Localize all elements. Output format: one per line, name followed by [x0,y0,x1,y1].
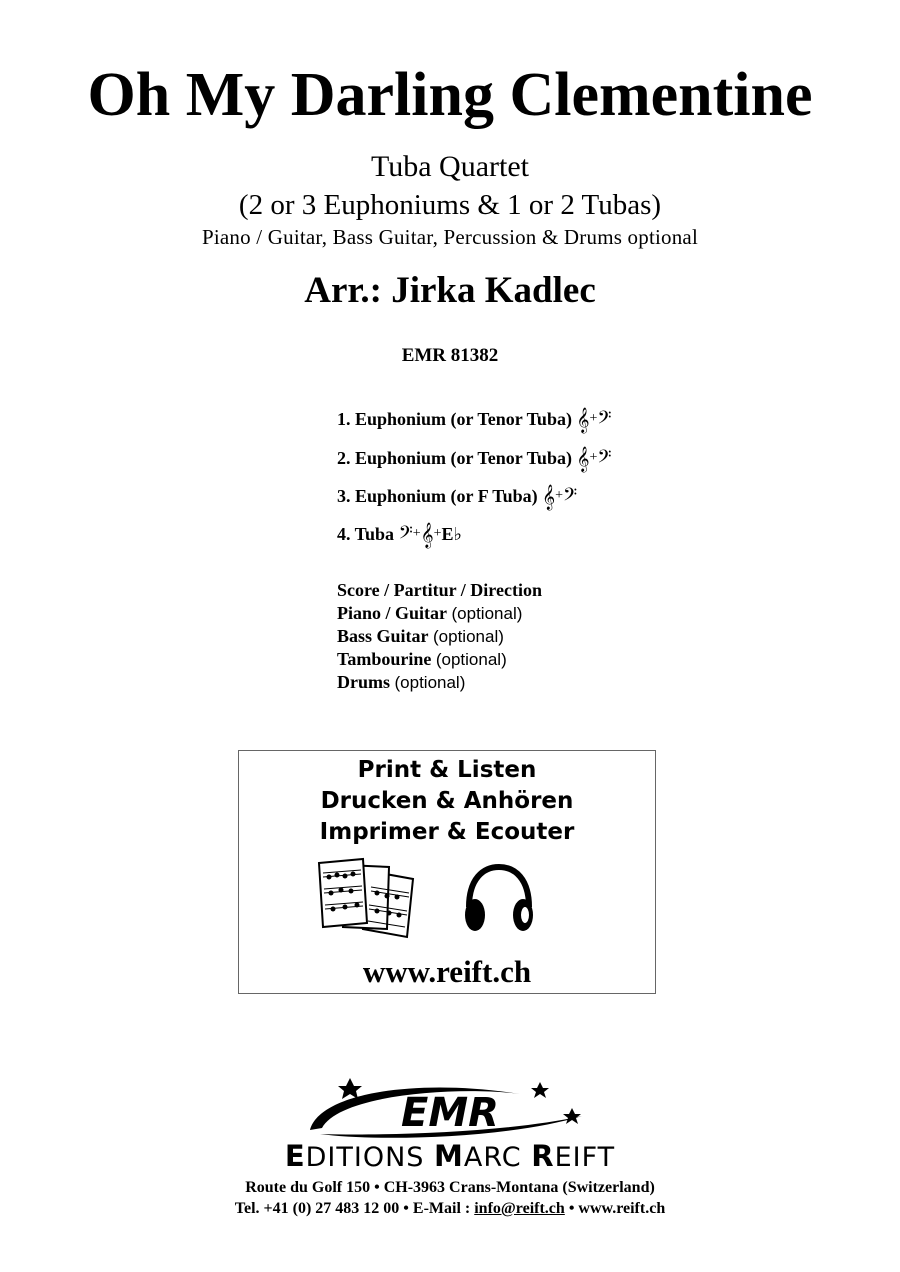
print-listen-de: Drucken & Anhören [320,788,574,814]
sheet-music-icon [315,857,425,943]
print-listen-en: Print & Listen [357,757,537,783]
part-label: 3. Euphonium (or F Tuba) [337,486,538,506]
plus-sign: + [433,526,442,541]
publisher-name-part: EIFT [554,1142,616,1173]
web-address[interactable]: • www.reift.ch [568,1200,666,1217]
part-4 [337,522,462,548]
publisher-name-part: R [531,1139,555,1173]
plus-sign: + [589,411,598,426]
print-listen-fr: Imprimer & Ecouter [319,819,575,845]
bass-clef-icon: 𝄢 [597,447,612,472]
plus-sign: + [412,526,421,541]
optional-note: (optional) [435,650,507,669]
part-label: 4. Tuba [337,524,395,544]
item-label: Drums [337,672,390,692]
headphones-icon [461,863,537,939]
emr-logo-icon [300,1072,600,1142]
score-item: Score / Partitur / Direction [337,580,542,600]
part-label: 1. Euphonium (or Tenor Tuba) [337,409,572,429]
part-1 [337,407,612,433]
publisher-contact [0,1199,900,1219]
treble-clef-icon: 𝄞 [576,447,590,472]
optional-note: (optional) [433,627,504,646]
instrumentation-subtitle: (2 or 3 Euphoniums & 1 or 2 Tubas) [238,189,662,221]
optional-note: (optional) [394,673,466,692]
page-title: Oh My Darling Clementine [87,61,813,129]
plus-sign: + [589,450,598,465]
treble-clef-icon: 𝄞 [576,408,590,433]
telephone: Tel. +41 (0) 27 483 12 00 • E-Mail : [234,1200,471,1217]
optional-instruments-subtitle: Piano / Guitar, Bass Guitar, Percussion & Drums optional [202,225,698,249]
piano-item [337,602,522,625]
item-label: Tambourine [337,649,432,669]
bass-clef-icon: 𝄢 [398,523,413,548]
drums-item [337,671,465,694]
treble-clef-icon: 𝄞 [542,485,556,510]
publisher-address: Route du Golf 150 • CH-3963 Crans-Montana (Switzerland) [245,1179,655,1196]
publisher-name-part: ARC [463,1142,522,1173]
publisher-name [0,1140,900,1174]
part-2 [337,446,612,472]
print-listen-box [238,750,656,994]
publisher-name-part: M [434,1139,464,1173]
website-link[interactable]: www.reift.ch [362,954,532,989]
ensemble-subtitle: Tuba Quartet [370,150,530,183]
item-label: Bass Guitar [337,626,429,646]
bass-clef-icon: 𝄢 [563,485,578,510]
publisher-name-part: E [284,1139,306,1173]
publisher-name-part: DITIONS [305,1142,425,1173]
treble-clef-icon: 𝄞 [420,523,434,548]
bass-clef-icon: 𝄢 [597,408,612,433]
item-label: Piano / Guitar [337,603,448,623]
part-3 [337,484,577,510]
email-link[interactable]: info@reift.ch [474,1200,565,1217]
arranger: Arr.: Jirka Kadlec [304,270,596,311]
part-suffix: E♭ [441,524,463,544]
bass-guitar-item [337,625,504,648]
catalog-number: EMR 81382 [401,345,499,366]
part-label: 2. Euphonium (or Tenor Tuba) [337,448,572,468]
emr-logo-text: EMR [401,1090,499,1136]
plus-sign: + [555,488,564,503]
optional-note: (optional) [451,604,523,623]
tambourine-item [337,648,507,671]
